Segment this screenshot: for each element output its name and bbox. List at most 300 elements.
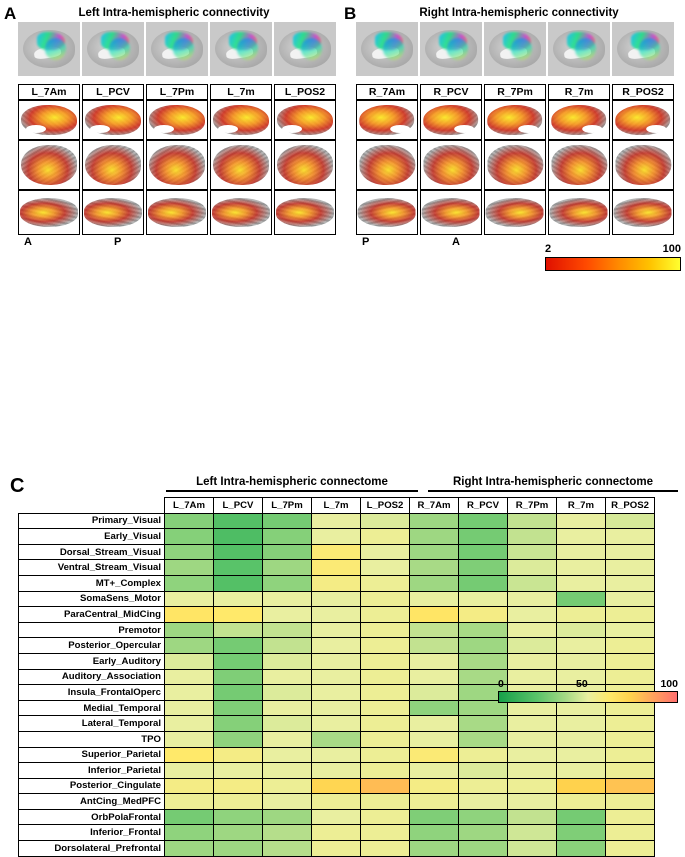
heatmap-cell — [557, 544, 606, 560]
surface-connectivity-map — [420, 140, 482, 190]
heatmap-row — [19, 763, 655, 779]
heatmap-cell — [459, 747, 508, 763]
heatmap-row-label: Early_Auditory — [19, 653, 165, 669]
heatmap-column-header: R_7m — [557, 498, 606, 514]
heatmap-row-label: Ventral_Stream_Visual — [19, 560, 165, 576]
heatmap-cell — [606, 591, 655, 607]
heatmap-cell — [312, 763, 361, 779]
heatmap-cell — [410, 622, 459, 638]
heatmap-cell — [410, 575, 459, 591]
heatmap-cell — [557, 560, 606, 576]
heatmap-column-header: L_PCV — [214, 498, 263, 514]
heatmap-cell — [312, 841, 361, 857]
heatmap-cell — [410, 747, 459, 763]
heatmap-cell — [606, 638, 655, 654]
seed-label: L_7m — [210, 84, 272, 100]
heatmap-cell — [508, 529, 557, 545]
heatmap-cell — [214, 607, 263, 623]
heatmap-cell — [263, 575, 312, 591]
heatmap-cell — [263, 653, 312, 669]
heatmap-cell — [410, 591, 459, 607]
heatmap-row-label: Posterior_Cingulate — [19, 778, 165, 794]
heatmap-cell — [361, 575, 410, 591]
heatmap-cell — [459, 841, 508, 857]
sagittal-tractography-image — [274, 22, 336, 76]
heatmap-cell — [361, 653, 410, 669]
heatmap-cell — [508, 638, 557, 654]
heatmap-cell — [263, 685, 312, 701]
heatmap-cell — [361, 700, 410, 716]
heatmap-row-label: MT+_Complex — [19, 575, 165, 591]
sagittal-tractography-image — [484, 22, 546, 76]
heatmap-row-label: SomaSens_Motor — [19, 591, 165, 607]
heatmap-cell — [606, 575, 655, 591]
heatmap-cell — [557, 794, 606, 810]
heatmap-cell — [263, 825, 312, 841]
heatmap-row — [19, 622, 655, 638]
heatmap-cell — [557, 607, 606, 623]
heatmap-cell — [606, 747, 655, 763]
heatmap-cell — [361, 794, 410, 810]
heatmap-row-label: Inferior_Frontal — [19, 825, 165, 841]
matrix-scale-min: 0 — [498, 678, 504, 690]
heatmap-cell — [312, 638, 361, 654]
heatmap-cell — [263, 747, 312, 763]
surface-connectivity-map — [274, 100, 336, 140]
surface-connectivity-map — [18, 190, 80, 235]
heatmap-row — [19, 716, 655, 732]
right-anterior-marker: A — [452, 236, 460, 248]
surface-connectivity-map — [420, 190, 482, 235]
heatmap-cell — [410, 653, 459, 669]
heatmap-cell — [508, 716, 557, 732]
heatmap-cell — [165, 544, 214, 560]
surface-connectivity-map — [612, 190, 674, 235]
heatmap-cell — [263, 809, 312, 825]
surface-connectivity-map — [210, 190, 272, 235]
surface-connectivity-map — [356, 190, 418, 235]
heatmap-cell — [557, 575, 606, 591]
connectome-heatmap — [18, 497, 655, 857]
heatmap-cell — [410, 825, 459, 841]
heatmap-column-header: R_POS2 — [606, 498, 655, 514]
left-posterior-marker: P — [114, 236, 122, 248]
heatmap-row — [19, 794, 655, 810]
heatmap-cell — [410, 700, 459, 716]
heatmap-cell — [165, 591, 214, 607]
heatmap-corner — [19, 498, 165, 514]
heatmap-cell — [508, 560, 557, 576]
heatmap-cell — [165, 575, 214, 591]
heatmap-column-header: R_7Am — [410, 498, 459, 514]
heatmap-cell — [459, 809, 508, 825]
surface-connectivity-map — [210, 100, 272, 140]
surface-connectivity-map — [146, 140, 208, 190]
heatmap-cell — [557, 825, 606, 841]
heatmap-cell — [361, 809, 410, 825]
left-group-header: Left Intra-hemispheric connectome — [196, 476, 388, 488]
heatmap-cell — [165, 529, 214, 545]
heatmap-row — [19, 841, 655, 857]
heatmap-cell — [508, 731, 557, 747]
heatmap-cell — [165, 700, 214, 716]
heatmap-cell — [214, 700, 263, 716]
heatmap-cell — [508, 591, 557, 607]
surface-connectivity-map — [18, 100, 80, 140]
heatmap-cell — [165, 841, 214, 857]
heatmap-cell — [557, 841, 606, 857]
seed-label: L_7Pm — [146, 84, 208, 100]
heatmap-cell — [459, 513, 508, 529]
heatmap-cell — [459, 653, 508, 669]
heatmap-cell — [361, 622, 410, 638]
heatmap-cell — [508, 575, 557, 591]
heatmap-cell — [410, 669, 459, 685]
heatmap-row-label: Dorsal_Stream_Visual — [19, 544, 165, 560]
heatmap-cell — [410, 841, 459, 857]
surface-colorbar — [545, 243, 681, 271]
heatmap-cell — [263, 763, 312, 779]
heatmap-cell — [361, 607, 410, 623]
heatmap-row-label: Superior_Parietal — [19, 747, 165, 763]
heatmap-cell — [263, 513, 312, 529]
heatmap-cell — [361, 529, 410, 545]
heatmap-cell — [459, 529, 508, 545]
heatmap-row-label: Lateral_Temporal — [19, 716, 165, 732]
heatmap-header-row — [19, 498, 655, 514]
heatmap-cell — [557, 529, 606, 545]
heatmap-cell — [312, 560, 361, 576]
left-group-underline — [166, 490, 418, 492]
heatmap-cell — [312, 778, 361, 794]
surface-connectivity-map — [420, 100, 482, 140]
heatmap-cell — [508, 809, 557, 825]
heatmap-cell — [557, 622, 606, 638]
surface-connectivity-map — [548, 190, 610, 235]
sagittal-tractography-image — [420, 22, 482, 76]
heatmap-column-header: L_7Pm — [263, 498, 312, 514]
sagittal-tractography-image — [146, 22, 208, 76]
heatmap-cell — [312, 591, 361, 607]
heatmap-cell — [263, 607, 312, 623]
colorbar-max-label: 100 — [662, 243, 681, 255]
heatmap-cell — [361, 591, 410, 607]
right-group-underline — [428, 490, 678, 492]
heatmap-cell — [557, 763, 606, 779]
heatmap-cell — [165, 513, 214, 529]
heatmap-cell — [459, 794, 508, 810]
heatmap-row — [19, 529, 655, 545]
heatmap-cell — [165, 825, 214, 841]
right-group-header: Right Intra-hemispheric connectome — [452, 476, 653, 488]
heatmap-cell — [165, 763, 214, 779]
heatmap-cell — [606, 653, 655, 669]
heatmap-cell — [606, 513, 655, 529]
surface-connectivity-map — [484, 100, 546, 140]
heatmap-cell — [165, 731, 214, 747]
heatmap-cell — [459, 638, 508, 654]
heatmap-row-label: Posterior_Opercular — [19, 638, 165, 654]
heatmap-row — [19, 591, 655, 607]
surface-connectivity-map — [548, 140, 610, 190]
heatmap-cell — [263, 841, 312, 857]
heatmap-cell — [312, 607, 361, 623]
heatmap-cell — [410, 716, 459, 732]
heatmap-cell — [312, 809, 361, 825]
heatmap-cell — [214, 638, 263, 654]
heatmap-cell — [361, 841, 410, 857]
heatmap-cell — [606, 731, 655, 747]
heatmap-cell — [312, 794, 361, 810]
surface-connectivity-map — [612, 140, 674, 190]
heatmap-column-header: R_PCV — [459, 498, 508, 514]
heatmap-cell — [361, 731, 410, 747]
heatmap-cell — [263, 731, 312, 747]
heatmap-cell — [165, 809, 214, 825]
heatmap-row — [19, 825, 655, 841]
heatmap-column-header: L_7m — [312, 498, 361, 514]
heatmap-cell — [459, 560, 508, 576]
surface-connectivity-map — [146, 100, 208, 140]
heatmap-cell — [606, 560, 655, 576]
heatmap-cell — [312, 700, 361, 716]
heatmap-cell — [312, 544, 361, 560]
heatmap-row — [19, 731, 655, 747]
heatmap-cell — [312, 513, 361, 529]
heatmap-cell — [263, 544, 312, 560]
panel-b-letter: B — [344, 4, 357, 23]
heatmap-cell — [263, 669, 312, 685]
heatmap-row — [19, 560, 655, 576]
heatmap-row — [19, 607, 655, 623]
heatmap-cell — [165, 622, 214, 638]
heatmap-cell — [263, 700, 312, 716]
heatmap-cell — [459, 622, 508, 638]
heatmap-cell — [606, 544, 655, 560]
heatmap-cell — [459, 763, 508, 779]
surface-connectivity-map — [484, 140, 546, 190]
colorbar-gradient — [545, 257, 681, 271]
seed-label: R_7m — [548, 84, 610, 100]
heatmap-cell — [263, 778, 312, 794]
heatmap-cell — [410, 607, 459, 623]
heatmap-cell — [165, 638, 214, 654]
heatmap-row — [19, 809, 655, 825]
surface-connectivity-map — [18, 140, 80, 190]
heatmap-cell — [361, 747, 410, 763]
heatmap-cell — [214, 809, 263, 825]
left-anterior-marker: A — [24, 236, 32, 248]
heatmap-column-header: L_7Am — [165, 498, 214, 514]
heatmap-cell — [214, 841, 263, 857]
heatmap-cell — [214, 716, 263, 732]
seed-label: R_7Pm — [484, 84, 546, 100]
heatmap-cell — [557, 638, 606, 654]
heatmap-row-label: Insula_FrontalOperc — [19, 685, 165, 701]
colorbar-min-label: 2 — [545, 243, 552, 255]
heatmap-cell — [312, 685, 361, 701]
heatmap-cell — [361, 513, 410, 529]
heatmap-cell — [410, 809, 459, 825]
heatmap-row-label: TPO — [19, 731, 165, 747]
heatmap-cell — [410, 794, 459, 810]
seed-label: R_POS2 — [612, 84, 674, 100]
seed-label: L_PCV — [82, 84, 144, 100]
heatmap-cell — [508, 653, 557, 669]
heatmap-cell — [214, 575, 263, 591]
heatmap-cell — [508, 622, 557, 638]
heatmap-cell — [606, 778, 655, 794]
heatmap-cell — [214, 778, 263, 794]
heatmap-cell — [508, 778, 557, 794]
heatmap-cell — [606, 809, 655, 825]
heatmap-cell — [263, 560, 312, 576]
seed-label: R_7Am — [356, 84, 418, 100]
heatmap-cell — [508, 841, 557, 857]
heatmap-row — [19, 575, 655, 591]
heatmap-cell — [214, 825, 263, 841]
panel-b-title: Right Intra-hemispheric connectivity — [419, 7, 619, 19]
heatmap-row-label: Auditory_Association — [19, 669, 165, 685]
heatmap-row — [19, 653, 655, 669]
heatmap-cell — [165, 778, 214, 794]
heatmap-cell — [165, 560, 214, 576]
heatmap-cell — [508, 544, 557, 560]
sagittal-tractography-image — [356, 22, 418, 76]
heatmap-cell — [508, 825, 557, 841]
heatmap-cell — [214, 669, 263, 685]
heatmap-cell — [165, 607, 214, 623]
heatmap-row-label: Medial_Temporal — [19, 700, 165, 716]
heatmap-cell — [410, 763, 459, 779]
heatmap-cell — [410, 638, 459, 654]
surface-connectivity-map — [612, 100, 674, 140]
heatmap-cell — [606, 825, 655, 841]
heatmap-column-header: L_POS2 — [361, 498, 410, 514]
heatmap-cell — [459, 731, 508, 747]
heatmap-cell — [214, 685, 263, 701]
matrix-scale-max: 100 — [660, 678, 678, 690]
heatmap-cell — [312, 529, 361, 545]
heatmap-row-label: ParaCentral_MidCing — [19, 607, 165, 623]
heatmap-cell — [508, 763, 557, 779]
heatmap-cell — [361, 716, 410, 732]
heatmap-cell — [557, 809, 606, 825]
heatmap-row-label: Dorsolateral_Prefrontal — [19, 841, 165, 857]
heatmap-cell — [214, 747, 263, 763]
heatmap-cell — [459, 716, 508, 732]
sagittal-tractography-image — [18, 22, 80, 76]
heatmap-row-label: OrbPolaFrontal — [19, 809, 165, 825]
surface-connectivity-map — [274, 140, 336, 190]
heatmap-cell — [361, 778, 410, 794]
surface-connectivity-map — [484, 190, 546, 235]
heatmap-cell — [410, 544, 459, 560]
heatmap-cell — [165, 794, 214, 810]
heatmap-cell — [459, 575, 508, 591]
heatmap-cell — [263, 591, 312, 607]
heatmap-cell — [214, 513, 263, 529]
heatmap-cell — [410, 529, 459, 545]
surface-connectivity-map — [274, 190, 336, 235]
surface-connectivity-map — [82, 140, 144, 190]
heatmap-cell — [263, 529, 312, 545]
sagittal-tractography-image — [82, 22, 144, 76]
heatmap-cell — [459, 825, 508, 841]
seed-label: L_7Am — [18, 84, 80, 100]
heatmap-cell — [214, 731, 263, 747]
heatmap-cell — [312, 575, 361, 591]
heatmap-cell — [214, 544, 263, 560]
heatmap-table — [18, 497, 655, 857]
heatmap-cell — [214, 622, 263, 638]
heatmap-cell — [557, 716, 606, 732]
heatmap-cell — [165, 685, 214, 701]
heatmap-cell — [361, 638, 410, 654]
heatmap-row — [19, 544, 655, 560]
heatmap-cell — [263, 794, 312, 810]
sagittal-tractography-image — [612, 22, 674, 76]
heatmap-cell — [606, 763, 655, 779]
heatmap-cell — [214, 529, 263, 545]
matrix-scale-gradient — [498, 691, 678, 703]
surface-connectivity-map — [548, 100, 610, 140]
seed-label: L_POS2 — [274, 84, 336, 100]
heatmap-cell — [361, 763, 410, 779]
surface-connectivity-map — [356, 100, 418, 140]
heatmap-row-label: AntCing_MedPFC — [19, 794, 165, 810]
heatmap-cell — [410, 731, 459, 747]
heatmap-row — [19, 513, 655, 529]
heatmap-cell — [557, 591, 606, 607]
heatmap-cell — [508, 747, 557, 763]
heatmap-cell — [165, 747, 214, 763]
heatmap-cell — [361, 669, 410, 685]
heatmap-cell — [557, 747, 606, 763]
surface-connectivity-map — [82, 100, 144, 140]
heatmap-cell — [312, 622, 361, 638]
heatmap-cell — [165, 716, 214, 732]
heatmap-cell — [508, 794, 557, 810]
heatmap-cell — [459, 591, 508, 607]
sagittal-tractography-image — [548, 22, 610, 76]
heatmap-cell — [606, 529, 655, 545]
heatmap-cell — [312, 669, 361, 685]
heatmap-cell — [606, 841, 655, 857]
heatmap-cell — [606, 794, 655, 810]
matrix-colorbar — [498, 678, 678, 703]
heatmap-cell — [214, 653, 263, 669]
heatmap-cell — [263, 638, 312, 654]
heatmap-cell — [361, 544, 410, 560]
heatmap-cell — [508, 513, 557, 529]
heatmap-cell — [606, 622, 655, 638]
heatmap-cell — [165, 653, 214, 669]
heatmap-cell — [361, 685, 410, 701]
heatmap-cell — [312, 825, 361, 841]
heatmap-cell — [263, 716, 312, 732]
heatmap-cell — [312, 731, 361, 747]
heatmap-cell — [312, 653, 361, 669]
heatmap-cell — [214, 591, 263, 607]
heatmap-row-label: Early_Visual — [19, 529, 165, 545]
heatmap-row-label: Inferior_Parietal — [19, 763, 165, 779]
sagittal-tractography-image — [210, 22, 272, 76]
heatmap-cell — [606, 607, 655, 623]
panel-a-title: Left Intra-hemispheric connectivity — [78, 7, 270, 19]
heatmap-row — [19, 778, 655, 794]
heatmap-cell — [410, 560, 459, 576]
